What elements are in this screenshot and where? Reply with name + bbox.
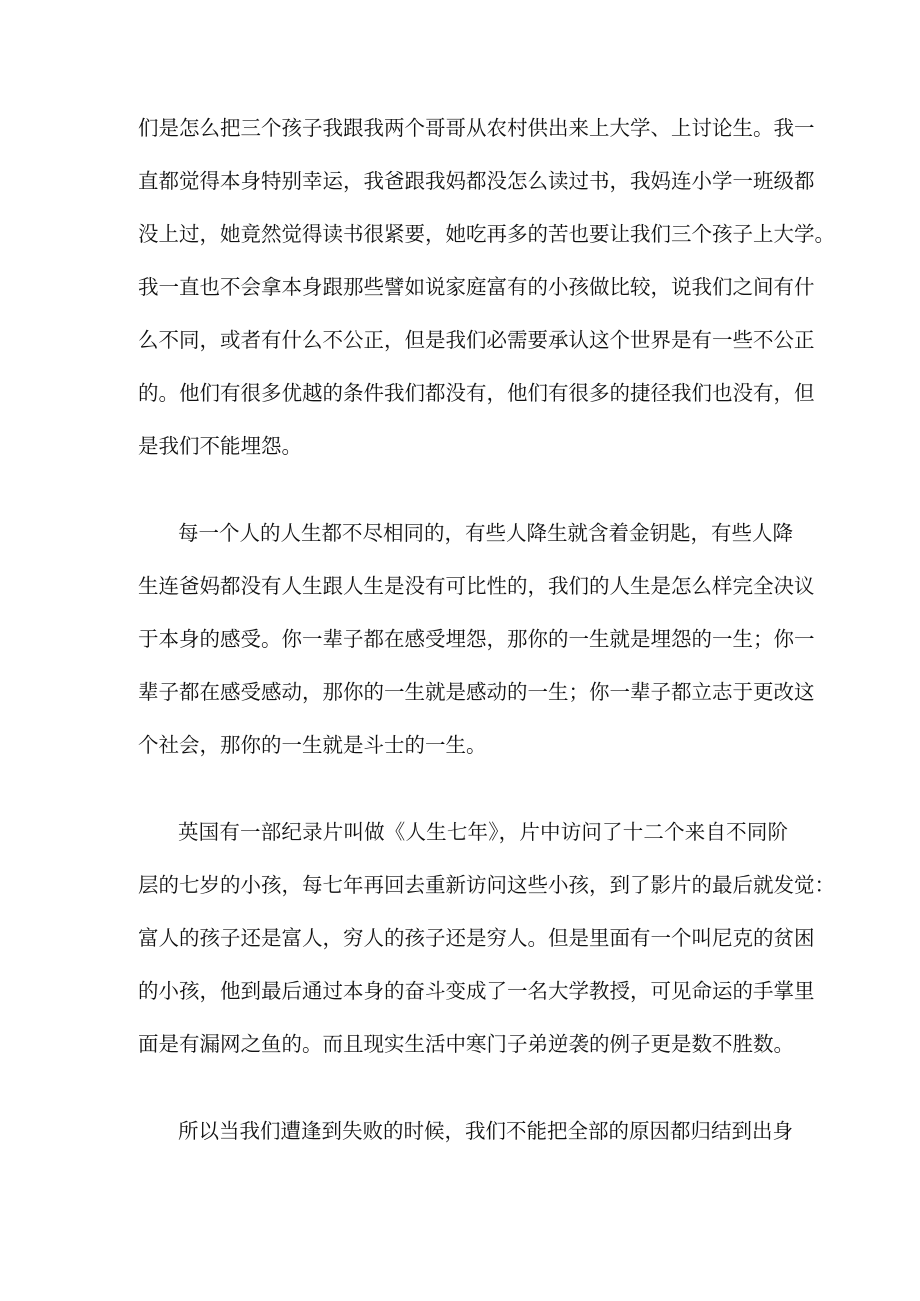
text-line: 的。他们有很多优越的条件我们都没有，他们有很多的捷径我们也没有，但 [138, 381, 815, 405]
text-line: 于本身的感受。你一辈子都在感受埋怨，那你的一生就是埋怨的一生；你一 [138, 627, 815, 651]
text-line: 没上过，她竟然觉得读书很紧要，她吃再多的苦也要让我们三个孩子上大学。 [138, 222, 835, 246]
text-line: 个社会，那你的一生就是斗士的一生。 [138, 733, 487, 757]
text-line: 我一直也不会拿本身跟那些譬如说家庭富有的小孩做比较，说我们之间有什 [138, 275, 815, 299]
text-line: 层的七岁的小孩，每七年再回去重新访问这些小孩，到了影片的最后就发觉： [138, 873, 835, 897]
paragraph-first-line: 每一个人的人生都不尽相同的，有些人降生就含着金钥匙，有些人降 [178, 521, 793, 545]
text-line: 们是怎么把三个孩子我跟我两个哥哥从农村供出来上大学、上讨论生。我一 [138, 116, 815, 140]
text-line: 面是有漏网之鱼的。而且现实生活中寒门子弟逆袭的例子更是数不胜数。 [138, 1032, 794, 1056]
paragraph-first-line: 英国有一部纪录片叫做《人生七年》，片中访问了十二个来自不同阶 [178, 820, 788, 844]
text-line: 辈子都在感受感动，那你的一生就是感动的一生；你一辈子都立志于更改这 [138, 680, 815, 704]
text-line: 直都觉得本身特别幸运，我爸跟我妈都没怎么读过书，我妈连小学一班级都 [138, 169, 815, 193]
text-line: 生连爸妈都没有人生跟人生是没有可比性的，我们的人生是怎么样完全决议 [138, 574, 815, 598]
text-line: 么不同，或者有什么不公正，但是我们必需要承认这个世界是有一些不公正 [138, 328, 815, 352]
paragraph-first-line: 所以当我们遭逢到失败的时候，我们不能把全部的原因都归结到出身 [178, 1119, 793, 1143]
text-line: 富人的孩子还是富人，穷人的孩子还是穷人。但是里面有一个叫尼克的贫困 [138, 926, 815, 950]
text-line: 的小孩，他到最后通过本身的奋斗变成了一名大学教授，可见命运的手掌里 [138, 979, 815, 1003]
text-line: 是我们不能埋怨。 [138, 434, 302, 458]
